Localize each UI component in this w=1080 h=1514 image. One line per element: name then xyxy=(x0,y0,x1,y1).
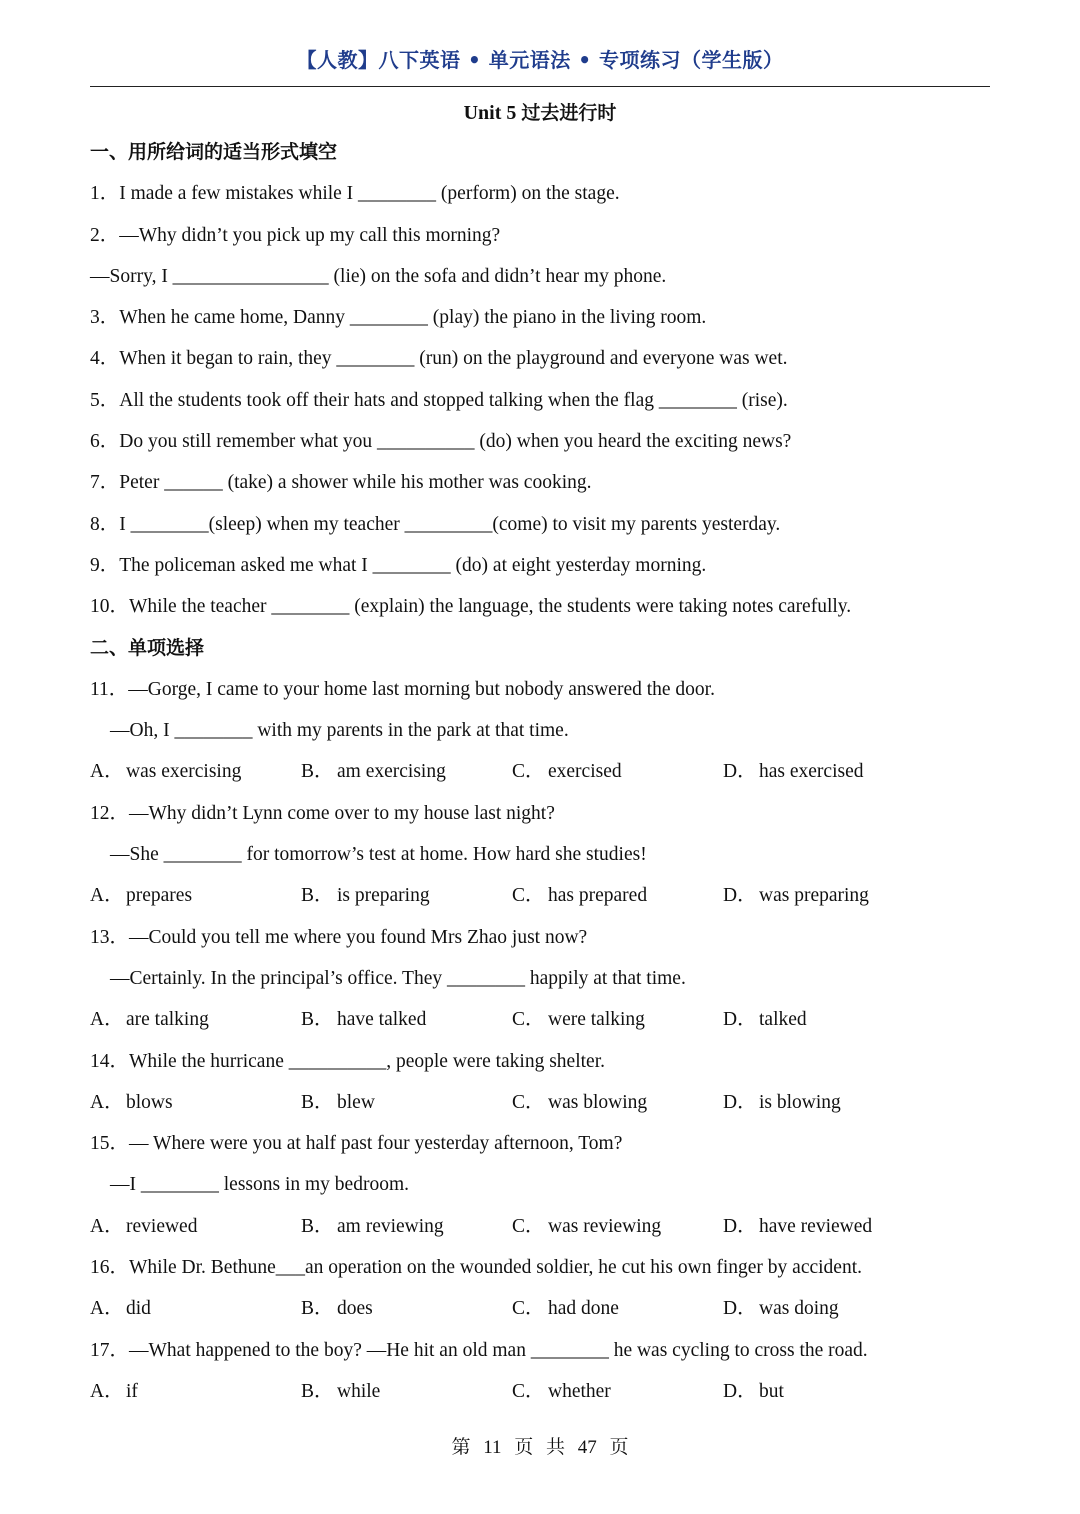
document-header: 【人教】八下英语 • 单元语法 • 专项练习（学生版） xyxy=(296,48,784,72)
option-letter: B． xyxy=(301,761,334,783)
option-text: have talked xyxy=(337,1009,427,1031)
option-text: whether xyxy=(548,1380,611,1402)
option-c xyxy=(512,875,723,916)
option-c xyxy=(512,1288,723,1329)
question-9 xyxy=(90,545,990,586)
question-2-reply: —Sorry, I ________________ (lie) on the sofa and didn’t hear my phone. xyxy=(90,265,667,287)
option-letter: C． xyxy=(512,885,545,907)
option-d xyxy=(723,751,934,792)
question-text: While the hurricane __________, people were taking shelter. xyxy=(129,1050,605,1072)
option-letter: C． xyxy=(512,1215,545,1237)
option-b xyxy=(301,999,512,1040)
option-a xyxy=(90,1082,301,1123)
option-letter: A． xyxy=(90,1298,124,1320)
option-letter: B． xyxy=(301,1298,334,1320)
question-11-options xyxy=(90,751,990,792)
option-letter: C． xyxy=(512,1091,545,1113)
question-15-reply: —I ________ lessons in my bedroom. xyxy=(110,1174,409,1196)
option-letter: D． xyxy=(723,1091,757,1113)
question-text: When it began to rain, they ________ (run) on the playground and everyone was wet. xyxy=(119,348,788,370)
question-number: 8． xyxy=(90,513,120,535)
question-text: — Where were you at half past four yesterday afternoon, Tom? xyxy=(129,1133,623,1155)
question-text: While the teacher ________ (explain) the language, the students were taking notes carefully. xyxy=(129,596,852,618)
option-text: was exercising xyxy=(126,761,242,783)
option-c xyxy=(512,1206,723,1247)
option-letter: C． xyxy=(512,1009,545,1031)
option-text: is preparing xyxy=(337,885,430,907)
option-letter: D． xyxy=(723,1009,757,1031)
question-4 xyxy=(90,338,990,379)
option-text: if xyxy=(126,1380,138,1402)
option-text: while xyxy=(337,1380,381,1402)
option-a xyxy=(90,1371,301,1412)
option-text: was preparing xyxy=(759,885,869,907)
option-text: are talking xyxy=(126,1009,209,1031)
option-b xyxy=(301,1206,512,1247)
option-d xyxy=(723,1371,934,1412)
option-letter: A． xyxy=(90,1091,124,1113)
option-letter: A． xyxy=(90,1009,124,1031)
question-text: —Why didn’t Lynn come over to my house last night? xyxy=(129,802,555,824)
question-10 xyxy=(90,586,990,627)
option-text: has exercised xyxy=(759,761,864,783)
option-letter: B． xyxy=(301,1009,334,1031)
option-c xyxy=(512,1371,723,1412)
question-16-options xyxy=(90,1288,990,1329)
question-number: 12． xyxy=(90,802,130,824)
question-14 xyxy=(90,1041,990,1082)
option-text: am reviewing xyxy=(337,1215,444,1237)
question-1 xyxy=(90,173,990,214)
unit-topic: 过去进行时 xyxy=(521,102,617,124)
option-letter: D． xyxy=(723,885,757,907)
option-letter: D． xyxy=(723,761,757,783)
question-16 xyxy=(90,1247,990,1288)
option-b xyxy=(301,875,512,916)
option-a xyxy=(90,751,301,792)
question-8 xyxy=(90,504,990,545)
option-d xyxy=(723,1206,934,1247)
option-d xyxy=(723,875,934,916)
option-text: had done xyxy=(548,1298,619,1320)
option-b xyxy=(301,1371,512,1412)
option-text: was blowing xyxy=(548,1091,648,1113)
option-b xyxy=(301,1288,512,1329)
question-17-options xyxy=(90,1371,990,1412)
option-d xyxy=(723,1288,934,1329)
option-b xyxy=(301,1082,512,1123)
section-heading-multiple-choice: 二、单项选择 xyxy=(90,636,205,659)
question-number: 5． xyxy=(90,389,120,411)
option-a xyxy=(90,1288,301,1329)
option-text: is blowing xyxy=(759,1091,841,1113)
header-divider xyxy=(90,86,990,87)
option-text: blew xyxy=(337,1091,375,1113)
option-c xyxy=(512,751,723,792)
option-a xyxy=(90,999,301,1040)
question-text: —Why didn’t you pick up my call this morning? xyxy=(119,224,501,246)
question-14-options xyxy=(90,1082,990,1123)
question-text: I made a few mistakes while I ________ (perform) on the stage. xyxy=(119,183,620,205)
option-text: has prepared xyxy=(548,885,648,907)
question-text: Peter ______ (take) a shower while his mother was cooking. xyxy=(119,472,592,494)
option-letter: D． xyxy=(723,1380,757,1402)
option-text: was doing xyxy=(759,1298,839,1320)
question-number: 4． xyxy=(90,348,120,370)
option-letter: C． xyxy=(512,761,545,783)
option-letter: C． xyxy=(512,1380,545,1402)
question-text: —Could you tell me where you found Mrs Zhao just now? xyxy=(129,926,588,948)
option-letter: C． xyxy=(512,1298,545,1320)
unit-label: Unit 5 xyxy=(463,102,517,124)
question-number: 2． xyxy=(90,224,120,246)
option-d xyxy=(723,999,934,1040)
question-text: The policeman asked me what I ________ (do) at eight yesterday morning. xyxy=(119,554,707,576)
question-number: 3． xyxy=(90,307,120,329)
question-number: 10． xyxy=(90,596,130,618)
option-text: reviewed xyxy=(126,1215,198,1237)
option-letter: A． xyxy=(90,1380,124,1402)
question-number: 7． xyxy=(90,472,120,494)
option-text: does xyxy=(337,1298,373,1320)
question-12-reply: —She ________ for tomorrow’s test at home. How hard she studies! xyxy=(110,844,647,866)
question-number: 16． xyxy=(90,1257,130,1279)
option-letter: B． xyxy=(301,1380,334,1402)
question-15 xyxy=(90,1123,990,1164)
option-text: am exercising xyxy=(337,761,446,783)
question-6 xyxy=(90,421,990,462)
page-number-footer: 第 11 页 共 47 页 xyxy=(451,1437,629,1458)
question-text: While Dr. Bethune___an operation on the wounded soldier, he cut his own finger by accident. xyxy=(129,1257,862,1279)
option-text: prepares xyxy=(126,885,193,907)
question-13 xyxy=(90,917,990,958)
option-letter: B． xyxy=(301,885,334,907)
question-5 xyxy=(90,380,990,421)
question-17 xyxy=(90,1330,990,1371)
option-d xyxy=(723,1082,934,1123)
option-letter: B． xyxy=(301,1091,334,1113)
question-number: 9． xyxy=(90,554,120,576)
question-text: I ________(sleep) when my teacher _________(come) to visit my parents yesterday. xyxy=(119,513,781,535)
option-b xyxy=(301,751,512,792)
question-text: Do you still remember what you __________ (do) when you heard the exciting news? xyxy=(119,431,792,453)
question-15-options xyxy=(90,1206,990,1247)
question-3 xyxy=(90,297,990,338)
question-text: When he came home, Danny ________ (play) the piano in the living room. xyxy=(119,307,707,329)
question-number: 17． xyxy=(90,1339,130,1361)
option-text: were talking xyxy=(548,1009,645,1031)
option-c xyxy=(512,1082,723,1123)
question-13-options xyxy=(90,999,990,1040)
option-text: was reviewing xyxy=(548,1215,662,1237)
option-c xyxy=(512,999,723,1040)
question-2 xyxy=(90,215,990,256)
question-number: 6． xyxy=(90,431,120,453)
question-text: —Gorge, I came to your home last morning but nobody answered the door. xyxy=(128,678,715,700)
option-text: have reviewed xyxy=(759,1215,873,1237)
option-letter: B． xyxy=(301,1215,334,1237)
question-11-reply: —Oh, I ________ with my parents in the park at that time. xyxy=(110,720,569,742)
question-number: 11． xyxy=(90,678,129,700)
question-12 xyxy=(90,793,990,834)
question-text: —What happened to the boy? —He hit an old man ________ he was cycling to cross the road. xyxy=(129,1339,868,1361)
option-letter: A． xyxy=(90,885,124,907)
page-title xyxy=(0,98,1080,125)
question-12-options xyxy=(90,875,990,916)
option-letter: A． xyxy=(90,1215,124,1237)
exercise-content xyxy=(90,132,990,1412)
question-13-reply: —Certainly. In the principal’s office. They ________ happily at that time. xyxy=(110,967,686,989)
question-number: 14． xyxy=(90,1050,130,1072)
option-text: talked xyxy=(759,1009,807,1031)
question-number: 15． xyxy=(90,1133,130,1155)
question-number: 13． xyxy=(90,926,130,948)
option-letter: D． xyxy=(723,1298,757,1320)
question-7 xyxy=(90,462,990,503)
option-a xyxy=(90,875,301,916)
question-11 xyxy=(90,669,990,710)
option-text: blows xyxy=(126,1091,173,1113)
option-letter: A． xyxy=(90,761,124,783)
question-number: 1． xyxy=(90,183,120,205)
section-heading-fill-blank: 一、用所给词的适当形式填空 xyxy=(90,141,338,163)
option-a xyxy=(90,1206,301,1247)
option-text: exercised xyxy=(548,761,622,783)
option-letter: D． xyxy=(723,1215,757,1237)
option-text: but xyxy=(759,1380,784,1402)
option-text: did xyxy=(126,1298,151,1320)
question-text: All the students took off their hats and stopped talking when the flag ________ (rise). xyxy=(119,389,788,411)
